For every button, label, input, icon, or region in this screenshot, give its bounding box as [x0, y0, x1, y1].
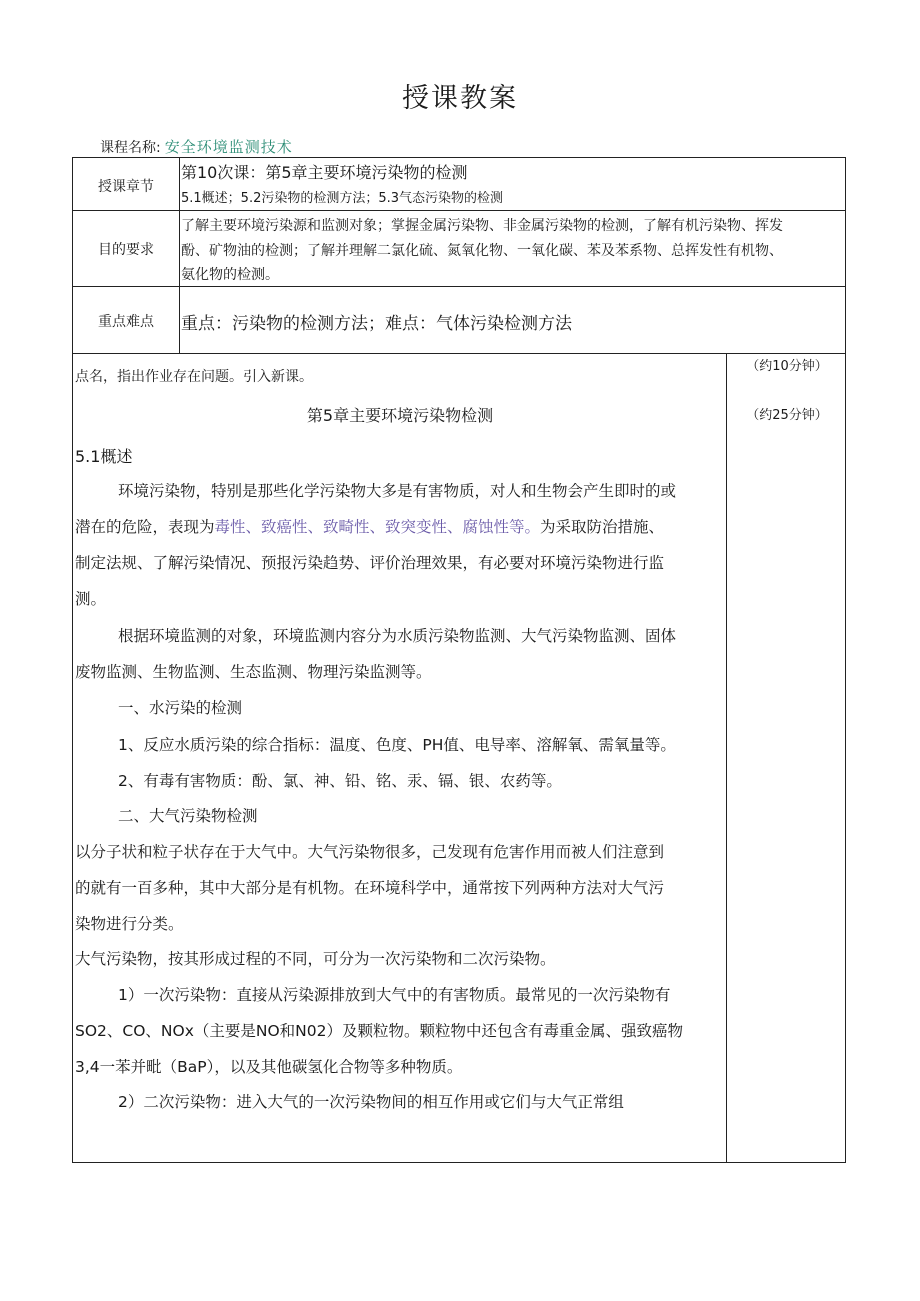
objectives-line-3: 氨化物的检测。	[181, 267, 279, 283]
water-heading: 一、水污染的检测	[118, 699, 243, 717]
key-points-label: 重点难点	[98, 314, 154, 330]
row-divider	[72, 210, 846, 211]
p1-line-4: 测。	[75, 590, 107, 608]
water-item-1: 1、反应水质污染的综合指标：温度、色度、PH值、电导率、溶解氧、需氧量等。	[118, 736, 676, 754]
chapter-line-2: 5.1概述；5.2污染物的检测方法；5.3气态污染物的检测	[181, 191, 504, 206]
primary-line-3: 3,4一苯并毗（BaP），以及其他碳氢化合物等多种物质。	[75, 1058, 463, 1076]
row-divider	[72, 286, 846, 287]
timing-column-divider	[726, 353, 727, 1163]
course-name-value: 安全环境监测技术	[164, 138, 293, 156]
page-title: 授课教案	[402, 83, 518, 114]
timing-note-2: （约25分钟）	[746, 408, 828, 423]
primary-line-2: SO2、CO、NOx（主要是NO和N02）及颗粒物。颗粒物中还包含有毒重金属、强致癌物	[75, 1022, 684, 1040]
p1-line-3: 制定法规、了解污染情况、预报污染趋势、评价治理效果，有必要对环境污染物进行监	[75, 554, 665, 572]
label-column-divider	[179, 157, 180, 353]
p2-line-2: 废物监测、生物监测、生态监测、物理污染监测等。	[75, 663, 432, 681]
intro-line: 点名，指出作业存在问题。引入新课。	[75, 369, 313, 385]
air-p1-line-2: 的就有一百多种，其中大部分是有机物。在环境科学中，通常按下列两种方法对大气污	[75, 879, 665, 897]
objectives-line-1: 了解主要环境污染源和监测对象；掌握金属污染物、非金属污染物的检测，了解有机污染物、挥发	[181, 218, 783, 234]
p1-line-2c: 为采取防治措施、	[540, 518, 665, 536]
air-heading: 二、大气污染物检测	[118, 807, 258, 825]
p1-line-2a: 潜在的危险，表现为	[75, 518, 215, 536]
objectives-label: 目的要求	[98, 242, 154, 258]
section-heading: 5.1概述	[75, 447, 133, 466]
p1-line-1: 环境污染物，特别是那些化学污染物大多是有害物质，对人和生物会产生即时的或	[118, 482, 677, 500]
objectives-line-2: 酚、矿物油的检测；了解并理解二氯化硫、氮氧化物、一氧化碳、苯及苯系物、总挥发性有机物、	[181, 243, 783, 259]
p1-highlight: 毒性、致癌性、致畸性、致突变性、腐蚀性等。	[214, 518, 541, 536]
chapter-line-1: 第10次课：第5章主要环境污染物的检测	[181, 163, 468, 182]
course-name-line	[100, 136, 293, 157]
air-p1-line-1: 以分子状和粒子状存在于大气中。大气污染物很多，己发现有危害作用而被人们注意到	[75, 843, 665, 861]
course-name-label: 课程名称:	[100, 140, 161, 156]
chapter-heading: 第5章主要环境污染物检测	[306, 406, 494, 425]
p1-line-2	[75, 515, 664, 537]
chapter-label: 授课章节	[98, 179, 154, 195]
key-points-text: 重点：污染物的检测方法；难点：气体污染检测方法	[181, 314, 572, 334]
air-p1-line-3: 染物进行分类。	[75, 915, 184, 933]
secondary-line: 2）二次污染物：进入大气的一次污染物间的相互作用或它们与大气正常组	[118, 1093, 624, 1111]
p2-line-1: 根据环境监测的对象，环境监测内容分为水质污染物监测、大气污染物监测、固体	[118, 627, 677, 645]
row-divider	[72, 353, 846, 354]
primary-line-1: 1）一次污染物：直接从污染源排放到大气中的有害物质。最常见的一次污染物有	[118, 986, 671, 1004]
air-p2: 大气污染物，按其形成过程的不同，可分为一次污染物和二次污染物。	[75, 950, 556, 968]
water-item-2: 2、有毒有害物质：酚、氯、神、铅、铭、汞、镉、银、农药等。	[118, 772, 562, 790]
timing-note-1: （约10分钟）	[746, 359, 828, 374]
